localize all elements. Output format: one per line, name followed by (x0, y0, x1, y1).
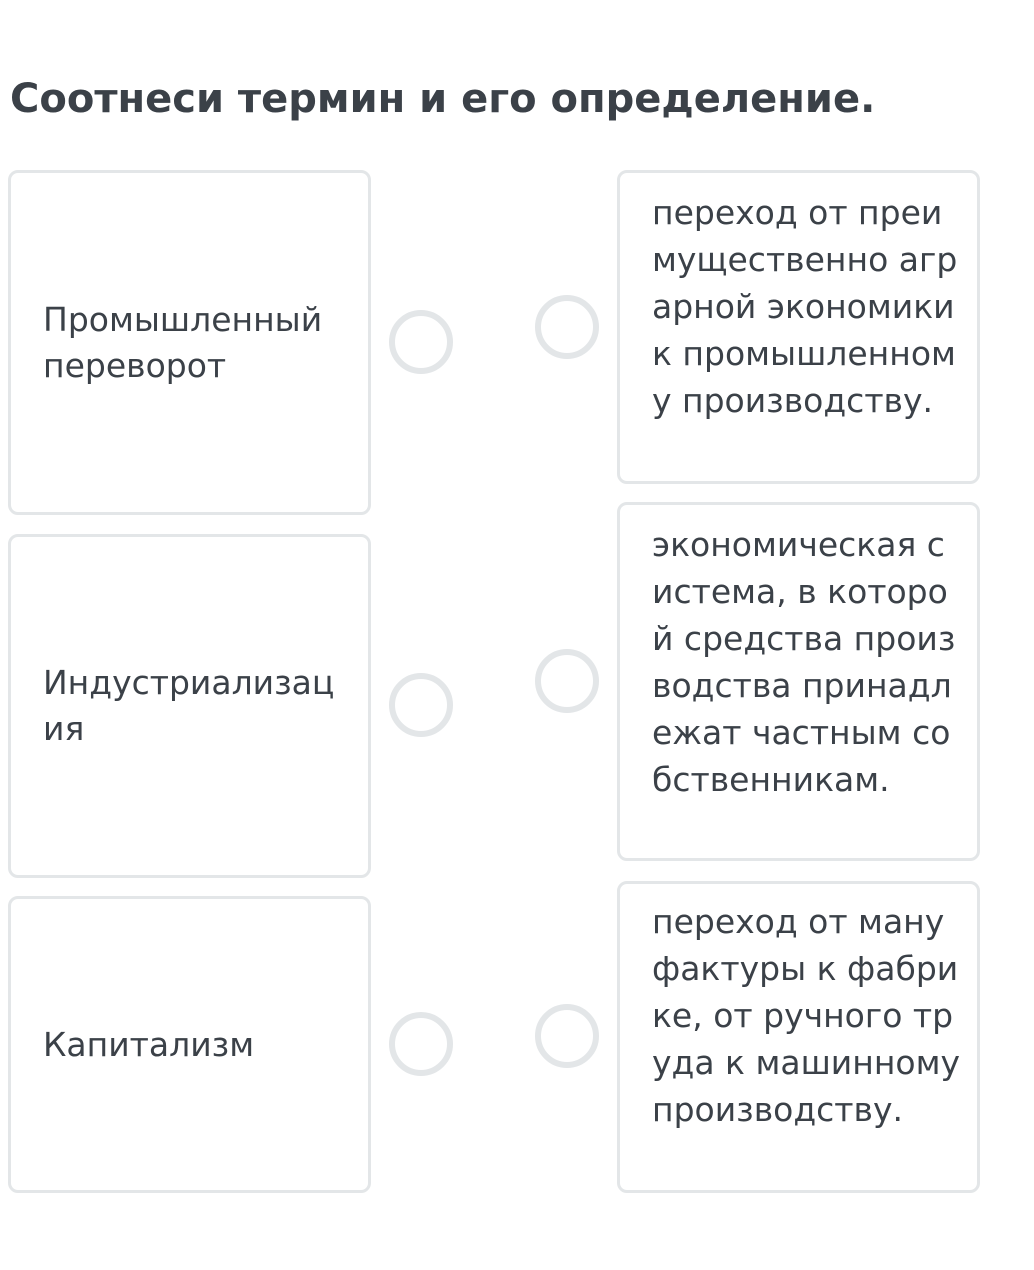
term-label: Промышленный переворот (43, 299, 323, 385)
definition-card-3[interactable] (617, 881, 980, 1193)
page-title: Соотнеси термин и его определение. (10, 76, 876, 122)
term-label: Индустриализация (43, 663, 335, 748)
definition-text: экономическая система, в которой средства производства принадлежат частным собственникам. (652, 525, 956, 799)
definition-card-2[interactable] (617, 502, 980, 861)
definition-text: переход от мануфактуры к фабрике, от ручного труда к машинному производству. (652, 902, 961, 1129)
definition-3-connector-radio[interactable] (535, 1004, 599, 1068)
term-2-connector-radio[interactable] (389, 673, 453, 737)
term-label: Капитализм (43, 1024, 255, 1064)
definition-text: переход от преимущественно аграрной экономики к промышленному производству. (652, 193, 958, 420)
definition-card-1[interactable] (617, 170, 980, 484)
term-card-3[interactable] (8, 896, 371, 1193)
definition-1-connector-radio[interactable] (535, 295, 599, 359)
term-card-2[interactable] (8, 534, 371, 878)
term-1-connector-radio[interactable] (389, 310, 453, 374)
term-3-connector-radio[interactable] (389, 1012, 453, 1076)
definition-2-connector-radio[interactable] (535, 649, 599, 713)
term-card-1[interactable] (8, 170, 371, 515)
